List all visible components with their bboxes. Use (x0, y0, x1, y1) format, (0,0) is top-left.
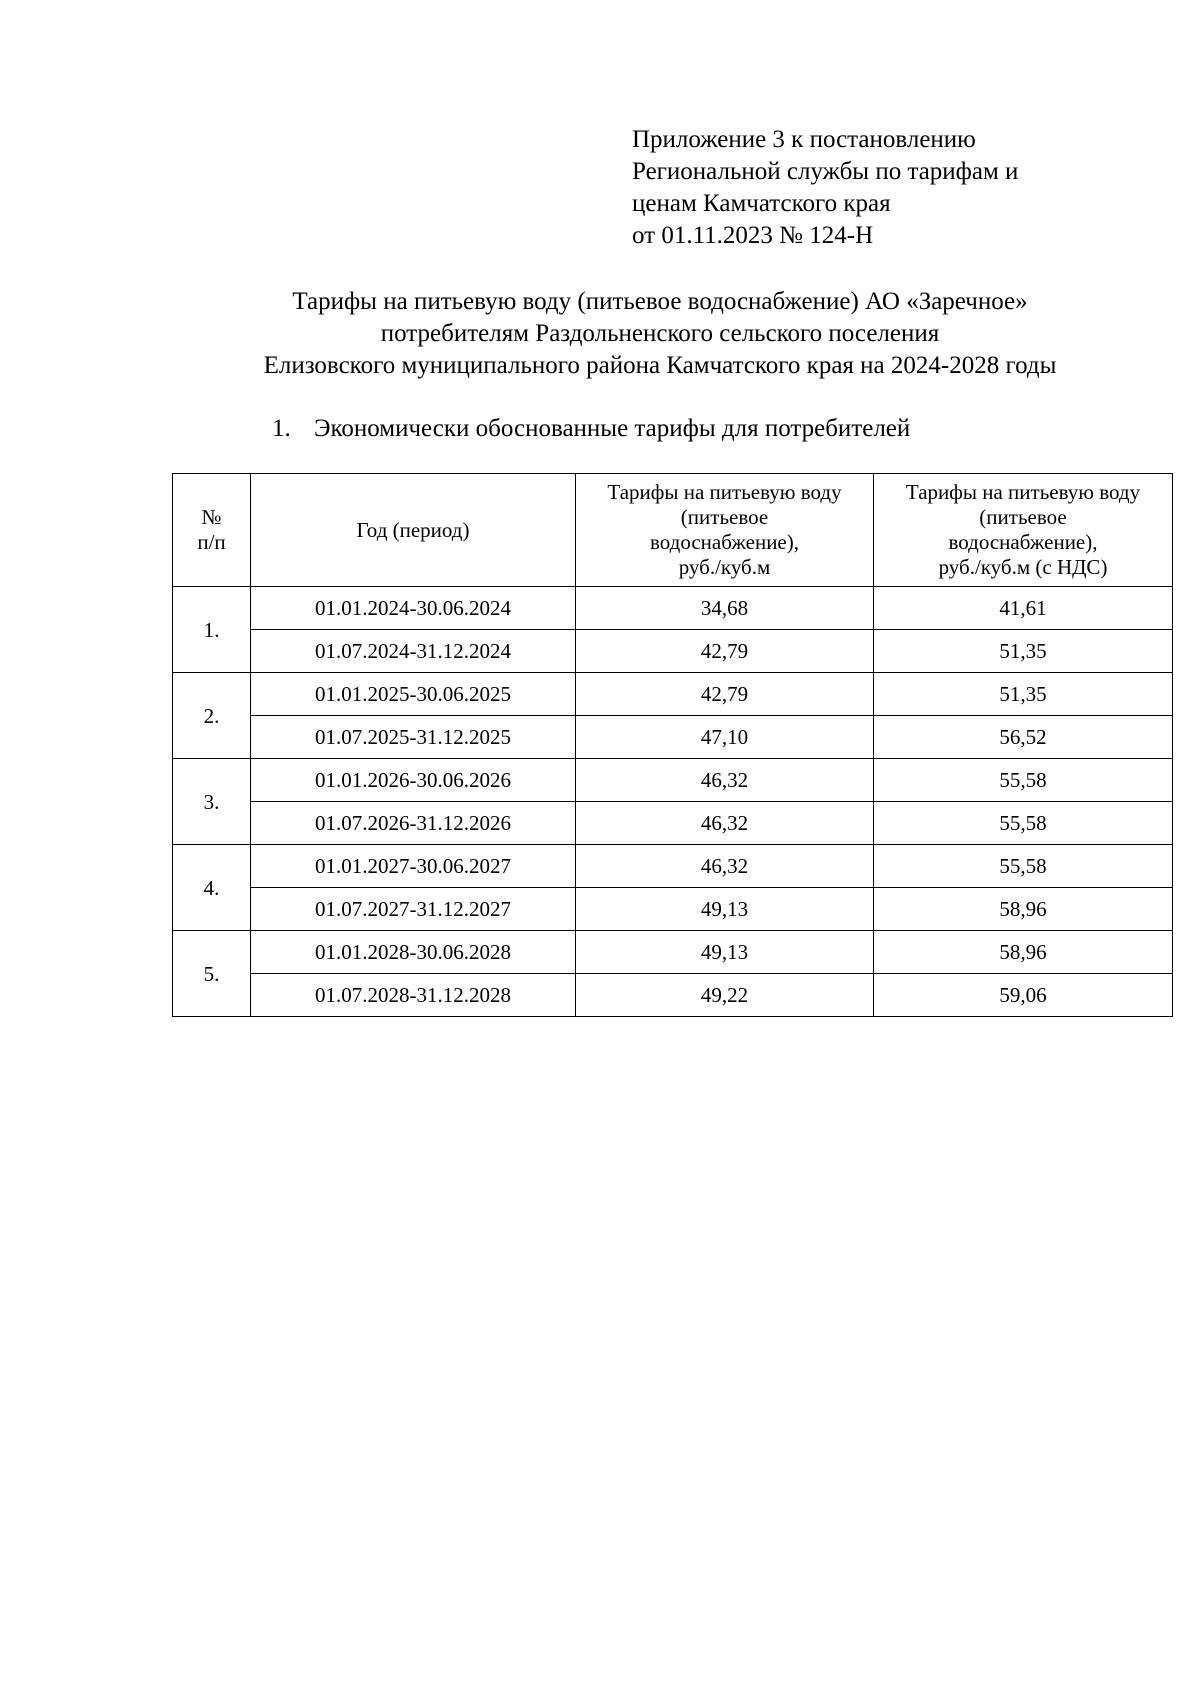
table-row (173, 587, 1173, 630)
rate-cell: 46,32 (576, 845, 874, 888)
period-cell: 01.01.2025-30.06.2025 (251, 673, 576, 716)
rate-vat-cell: 51,35 (874, 673, 1173, 716)
rate-cell: 47,10 (576, 716, 874, 759)
section-heading (272, 413, 910, 445)
period-cell: 01.01.2024-30.06.2024 (251, 587, 576, 630)
period-cell: 01.07.2027-31.12.2027 (251, 888, 576, 931)
tariff-table (172, 473, 1173, 1017)
appendix-line: от 01.11.2023 № 124-Н (632, 222, 874, 249)
row-number: 1. (173, 587, 251, 673)
rate-vat-cell: 55,58 (874, 845, 1173, 888)
rate-vat-cell: 55,58 (874, 759, 1173, 802)
rate-cell: 34,68 (576, 587, 874, 630)
header-period: Год (период) (251, 474, 576, 587)
table-row (173, 802, 1173, 845)
period-cell: 01.01.2028-30.06.2028 (251, 931, 576, 974)
rate-cell: 49,22 (576, 974, 874, 1017)
row-number: 4. (173, 845, 251, 931)
rate-cell: 46,32 (576, 802, 874, 845)
period-cell: 01.07.2024-31.12.2024 (251, 630, 576, 673)
header-num: № п/п (173, 474, 251, 587)
row-number: 3. (173, 759, 251, 845)
table-row (173, 716, 1173, 759)
rate-vat-cell: 55,58 (874, 802, 1173, 845)
rate-cell: 49,13 (576, 931, 874, 974)
period-cell: 01.01.2027-30.06.2027 (251, 845, 576, 888)
appendix-line: Приложение 3 к постановлению (632, 126, 976, 153)
rate-vat-cell: 58,96 (874, 888, 1173, 931)
period-cell: 01.07.2025-31.12.2025 (251, 716, 576, 759)
section-number: 1. (272, 415, 291, 442)
table-header-row (173, 474, 1173, 587)
title-line: Тарифы на питьевую воду (питьевое водоснабжение) АО «Заречное» (292, 288, 1028, 315)
title-line: потребителям Раздольненского сельского поселения (380, 320, 940, 347)
rate-vat-cell: 59,06 (874, 974, 1173, 1017)
table-row (173, 931, 1173, 974)
row-number: 5. (173, 931, 251, 1017)
row-number: 2. (173, 673, 251, 759)
appendix-line: ценам Камчатского края (632, 190, 891, 217)
header-rate: Тарифы на питьевую воду (питьевое водоснабжение), руб./куб.м (576, 474, 874, 587)
table-row (173, 759, 1173, 802)
header-rate-vat: Тарифы на питьевую воду (питьевое водоснабжение), руб./куб.м (с НДС) (874, 474, 1173, 587)
period-cell: 01.07.2028-31.12.2028 (251, 974, 576, 1017)
table-row (173, 974, 1173, 1017)
rate-vat-cell: 41,61 (874, 587, 1173, 630)
period-cell: 01.01.2026-30.06.2026 (251, 759, 576, 802)
rate-cell: 49,13 (576, 888, 874, 931)
table-row (173, 673, 1173, 716)
rate-cell: 42,79 (576, 630, 874, 673)
section-text: Экономически обоснованные тарифы для потребителей (314, 415, 911, 442)
table-row (173, 845, 1173, 888)
rate-vat-cell: 58,96 (874, 931, 1173, 974)
table-row (173, 630, 1173, 673)
rate-cell: 42,79 (576, 673, 874, 716)
rate-vat-cell: 51,35 (874, 630, 1173, 673)
appendix-line: Региональной службы по тарифам и (632, 158, 1019, 185)
period-cell: 01.07.2026-31.12.2026 (251, 802, 576, 845)
appendix-reference (632, 124, 1018, 252)
rate-vat-cell: 56,52 (874, 716, 1173, 759)
rate-cell: 46,32 (576, 759, 874, 802)
title-line: Елизовского муниципального района Камчатского края на 2024-2028 годы (263, 352, 1057, 379)
document-title (150, 286, 1170, 382)
table-row (173, 888, 1173, 931)
